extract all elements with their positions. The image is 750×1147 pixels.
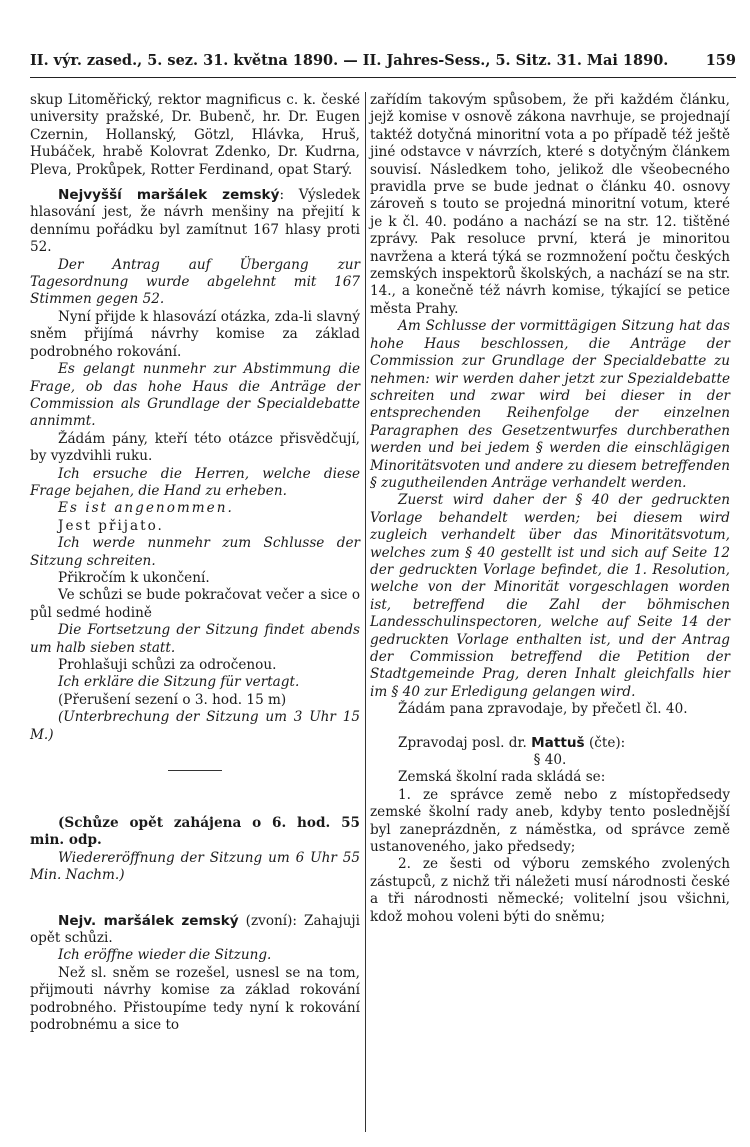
paragraph bbox=[370, 735, 730, 752]
left-column bbox=[30, 92, 360, 1035]
paragraph: (Přerušení sezení o 3. hod. 15 m) bbox=[58, 691, 287, 708]
column-divider bbox=[365, 92, 366, 1132]
section-heading: § 40. bbox=[533, 752, 567, 769]
paragraph: zařídím takovým spůsobem, že při každém článku, jejž komise v osnově zákona navrhuje, se projednají taktéž dotyčná minoritní vota a po případě též ještě jiné odstavce v návrzích, které s dotyčným článkem souvisí. Následkem toho, jelikož dle všeobecného pravidla prve se bude jednat o článku 40. osnovy zároveň s touto se projedná minoritní votum, které je k čl. 40. podáno a nachází se na str. 12. tištěné zprávy. Pak resoluce první, která je minoritou navržena a která týká se rozmnožení počtu českých zemských inspektorů školských, a nachází se na str. 14., a konečně též návrh komise, týkající se petice města Prahy. bbox=[370, 92, 730, 317]
header-title: II. výr. zased., 5. sez. 31. května 1890. — II. Jahres-Sess., 5. Sitz. 31. Mai 1890. bbox=[30, 52, 669, 69]
paragraph-german: Ich werde nunmehr zum Schlusse der Sitzung schreiten. bbox=[30, 535, 360, 569]
paragraph-german: Zuerst wird daher der § 40 der gedruckten Vorlage behandelt werden; bei diesem wird zugleich verhandelt über das Minoritätsvotum, welches zum § 40 gestellt ist und sich auf Seite 12 der gedruckten Vorlage befindet, die 1. Resolution, welche von der Minorität vorgeschlagen worden ist, betreffend die Zahl der böhmischen Landesschulinspectoren, welche auf Seite 14 der gedruckten Vorlage enthalten ist, und der Antrag der Commission betreffend die Petition der Stadtgemeinde Prag, deren Inhalt gleichfalls hier im § 40 zur Erledigung gelangen wird. bbox=[370, 492, 730, 700]
paragraph: 2. ze šesti od výboru zemského zvolených zástupců, z nichž tři náležeti musí národnosti české a tři národnosti německé; volitelní jsou všichni, kdož mohou voleni býti do sněmu; bbox=[370, 856, 730, 925]
paragraph: Než sl. sněm se rozešel, usnesl se na tom, přijmouti návrhy komise za základ rokování podrobného. Přistoupíme tedy nyní k rokování podrobnému a sice to bbox=[30, 964, 360, 1034]
speaker-name: Nejvyšší maršálek zemský bbox=[58, 187, 280, 204]
speaker-role: Zpravodaj posl. dr. bbox=[398, 734, 532, 751]
paragraph: Přikročím k ukončení. bbox=[58, 569, 210, 586]
paragraph: skup Litoměřický, rektor magnificus c. k. české university pražské, Dr. Bubenč, hr. Dr. Eugen Czernin, Hollanský, Götzl, Hlávka, Hruš, Hubáček, hrabě Kolovrat Zdenko, Dr. Kudrna, Pleva, Prokůpek, Rotter Ferdinand, opat Starý. bbox=[30, 92, 360, 178]
paragraph-german: Ich ersuche die Herren, welche diese Frage bejahen, die Hand zu erheben. bbox=[30, 465, 360, 499]
paragraph: Jest přijato. bbox=[58, 517, 164, 534]
paragraph-german: Am Schlusse der vormittägigen Sitzung hat das hohe Haus beschlossen, die Anträge der Commission zur Grundlage der Specialdebatte zu nehmen: wir werden daher jetzt zur Spezialdebatte schreiten und zwar wird bei dieser in der entsprechenden Reihenfolge der einzelnen Paragraphen des Gesetzentwurfes durchberathen werden und bei jedem § werden die einschlägigen Minoritätsvoten und andere zu diesem betreffenden § zugutheilenden Anträge verhandelt werden. bbox=[370, 318, 730, 491]
paragraph bbox=[30, 187, 360, 257]
paragraph-german: Wiedereröffnung der Sitzung um 6 Uhr 55 Min. Nachm.) bbox=[30, 849, 360, 884]
paragraph-german: Ich eröffne wieder die Sitzung. bbox=[58, 947, 272, 964]
page-number: 159 bbox=[705, 52, 736, 69]
speech-text: : Výsledek hlasování jest, že návrh menšiny na přejití k dennímu pořádku byl zamítnut 167 hlasy proti 52. bbox=[30, 187, 360, 256]
paragraph-german: Es ist angenommen. bbox=[58, 500, 234, 517]
paragraph: Prohlašuji schůzi za odročenou. bbox=[58, 657, 277, 673]
header-rule bbox=[30, 77, 736, 78]
speaker-name: Nejv. maršálek zemský bbox=[58, 912, 239, 929]
paragraph-german: (Unterbrechung der Sitzung um 3 Uhr 15 M.) bbox=[30, 709, 360, 743]
paragraph-german: Ich erkläre die Sitzung für vertagt. bbox=[58, 674, 300, 691]
paragraph-german: Die Fortsetzung der Sitzung findet abends um halb sieben statt. bbox=[30, 622, 360, 656]
paragraph: (Schůze opět zahájena o 6. hod. 55 min. odp. bbox=[30, 815, 360, 849]
paragraph: Žádám pana zpravodaje, by přečetl čl. 40. bbox=[398, 701, 688, 718]
paragraph: Zemská školní rada skládá se: bbox=[398, 769, 606, 786]
speech-text: (čte): bbox=[584, 734, 626, 751]
right-column bbox=[370, 92, 730, 926]
paragraph-german: Es gelangt nunmehr zur Abstimmung die Frage, ob das hohe Haus die Anträge der Commission als Grundlage der Specialdebatte annimmt. bbox=[30, 361, 360, 430]
paragraph: Žádám pány, kteří této otázce přisvědčují, by vyzdvihli ruku. bbox=[30, 430, 360, 465]
paragraph-german: Der Antrag auf Übergang zur Tagesordnung wurde abgelehnt mit 167 Stimmen gegen 52. bbox=[30, 256, 360, 308]
paragraph bbox=[30, 913, 360, 948]
speech-text: (zvoní): Zahajuji opět schůzi. bbox=[30, 912, 360, 947]
paragraph: Ve schůzi se bude pokračovat večer a sice o půl sedmé hodině bbox=[30, 587, 360, 621]
running-header bbox=[30, 50, 736, 72]
paragraph: Nyní přijde k hlasovází otázka, zda-li slavný sněm přijímá návrhy komise za základ podrobného rokování. bbox=[30, 308, 360, 360]
speaker-name: Mattuš bbox=[531, 734, 585, 751]
paragraph: 1. ze správce země nebo z místopředsedy zemské školní rady aneb, kdyby tento poslednější byl zaneprázdněn, z náměstka, od správce země ustanoveného, jako předsedy; bbox=[370, 786, 730, 856]
